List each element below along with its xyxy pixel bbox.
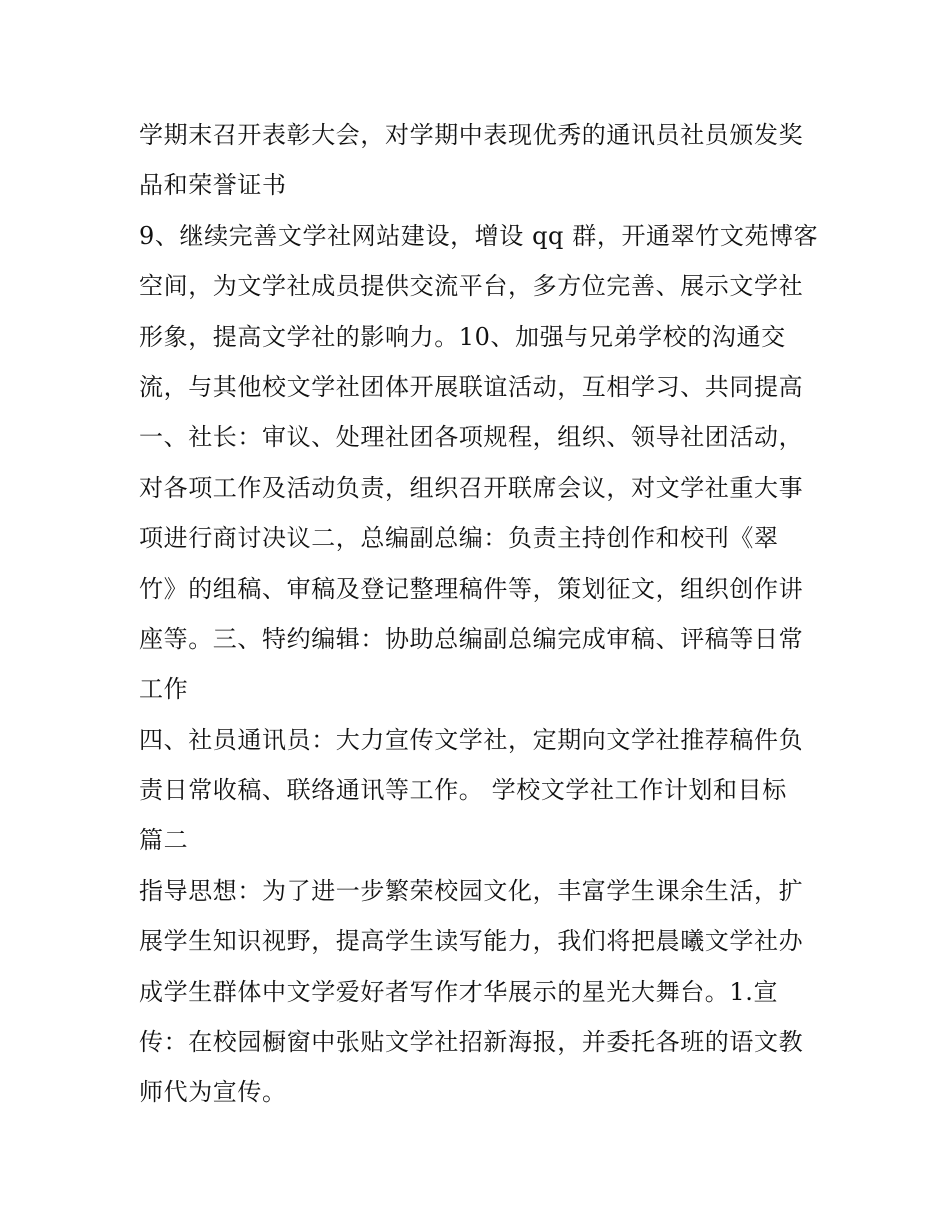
text-line: 9、继续完善文学社网站建设，增设 qq 群，开通翠竹文苑博客 (139, 221, 819, 250)
text-line: 展学生知识视野，提高学生读写能力，我们将把晨曦文学社办 (139, 927, 804, 956)
text-line: 一、社长：审议、处理社团各项规程，组织、领导社团活动， (139, 423, 804, 452)
text-line: 对各项工作及活动负责，组织召开联席会议，对文学社重大事 (139, 473, 804, 502)
text-line: 竹》的组稿、审稿及登记整理稿件等，策划征文，组织创作讲 (139, 574, 804, 603)
text-line: 空间，为文学社成员提供交流平台，多方位完善、展示文学社 (139, 272, 804, 301)
text-line: 师代为宣传。 (139, 1078, 287, 1107)
text-line: 篇二 (139, 826, 189, 855)
text-line: 座等。三、特约编辑：协助总编副总编完成审稿、评稿等日常 (139, 624, 804, 653)
text-line: 工作 (139, 675, 189, 704)
text-line: 品和荣誉证书 (139, 171, 287, 200)
text-line: 学期末召开表彰大会，对学期中表现优秀的通讯员社员颁发奖 (139, 121, 804, 149)
text-line: 流，与其他校文学社团体开展联谊活动，互相学习、共同提高 (139, 372, 804, 401)
text-line: 成学生群体中文学爱好者写作才华展示的星光大舞台。1.宣 (139, 977, 779, 1006)
text-line: 指导思想：为了进一步繁荣校园文化，丰富学生课余生活，扩 (139, 876, 804, 905)
text-line: 责日常收稿、联络通讯等工作。 学校文学社工作计划和目标 (139, 776, 787, 805)
text-line: 项进行商讨决议二，总编副总编：负责主持创作和校刊《翠 (139, 524, 779, 553)
text-line: 传：在校园橱窗中张贴文学社招新海报，并委托各班的语文教 (139, 1028, 804, 1057)
document-body (139, 110, 829, 1118)
text-line: 四、社员通讯员：大力宣传文学社，定期向文学社推荐稿件负 (139, 725, 804, 754)
text-line: 形象，提高文学社的影响力。10、加强与兄弟学校的沟通交 (139, 322, 786, 351)
